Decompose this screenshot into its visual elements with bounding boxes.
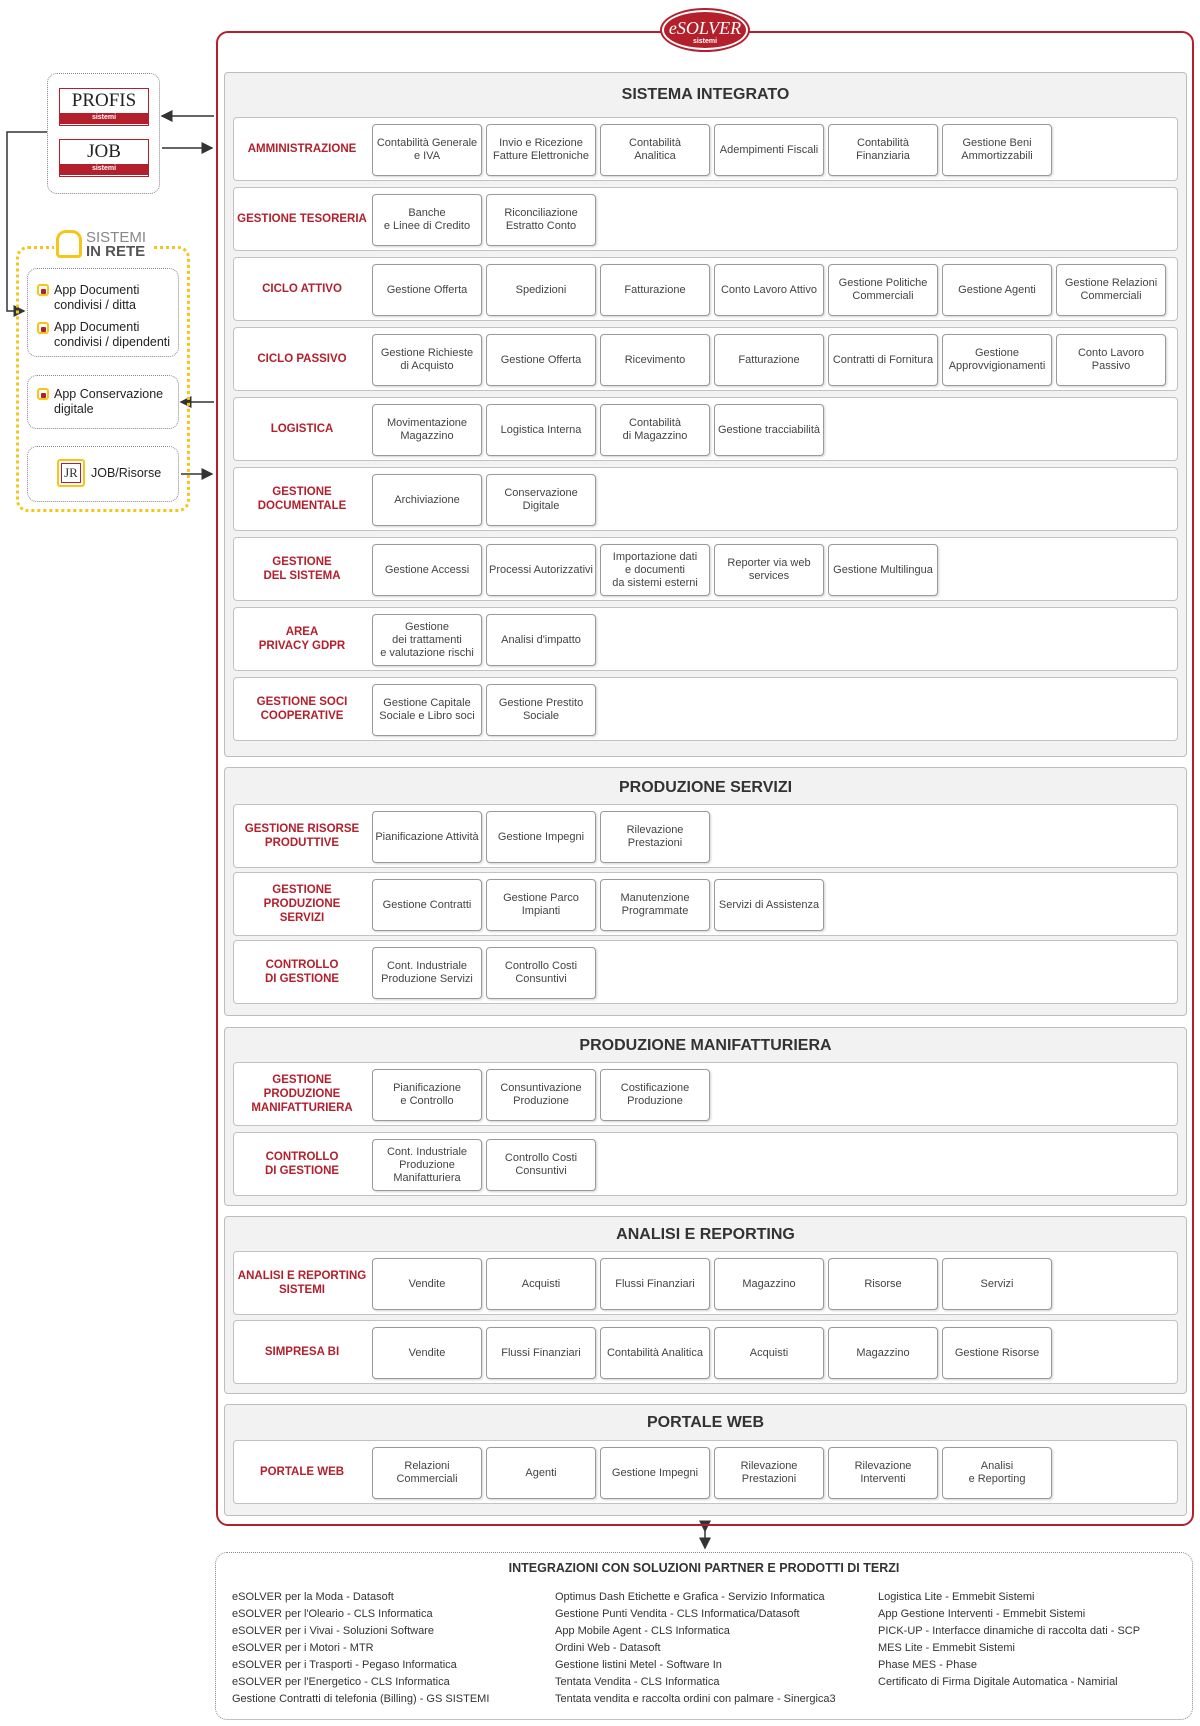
module-box[interactable]: Conservazione Digitale — [486, 474, 596, 526]
app-icon — [37, 284, 49, 296]
module-box[interactable]: Consuntivazione Produzione — [486, 1069, 596, 1121]
module-box[interactable]: Gestione Offerta — [486, 334, 596, 386]
module-box[interactable]: Contabilità di Magazzino — [600, 404, 710, 456]
module-box[interactable]: Gestione Impegni — [600, 1447, 710, 1499]
job-risorse[interactable]: JOB/Risorse — [91, 466, 162, 480]
section-title: ANALISI E REPORTING — [616, 1226, 795, 1243]
module-box[interactable]: Rilevazione Prestazioni — [714, 1447, 824, 1499]
section-title: SISTEMA INTEGRATO — [621, 86, 790, 103]
module-box[interactable]: Movimentazione Magazzino — [372, 404, 482, 456]
module-box[interactable]: Pianificazione Attività — [372, 811, 482, 863]
section-portale-web — [224, 1404, 1187, 1516]
module-box[interactable]: Servizi — [942, 1258, 1052, 1310]
integration-item: Tentata Vendita - CLS Informatica — [555, 1676, 720, 1688]
integrations-column-3 — [878, 1589, 1140, 1691]
cloud-icon — [56, 230, 82, 258]
area-label: SIMPRESA BI — [264, 1346, 340, 1358]
module-box[interactable]: Analisi d'impatto — [486, 614, 596, 666]
module-box[interactable]: Fatturazione — [600, 264, 710, 316]
module-row — [233, 1062, 1178, 1126]
area-label: GESTIONE TESORERIA — [237, 213, 367, 225]
app-icon — [37, 388, 49, 400]
module-box[interactable]: Rilevazione Interventi — [828, 1447, 938, 1499]
integration-item: Tentata vendita e raccolta ordini con palmare - Sinergica3 — [555, 1693, 836, 1705]
integration-item: Phase MES - Phase — [878, 1659, 978, 1671]
integration-item: Logistica Lite - Emmebit Sistemi — [878, 1591, 1035, 1603]
module-row — [233, 257, 1178, 321]
module-box[interactable]: Gestione Accessi — [372, 544, 482, 596]
module-box[interactable]: Pianificazione e Controllo — [372, 1069, 482, 1121]
module-row — [233, 872, 1178, 936]
module-row — [233, 804, 1178, 868]
module-box[interactable]: Gestione Capitale Sociale e Libro soci — [372, 684, 482, 736]
integration-item: eSOLVER per la Moda - Datasoft — [232, 1591, 394, 1603]
section-analisi-e-reporting — [224, 1216, 1187, 1394]
module-box[interactable]: Gestione Offerta — [372, 264, 482, 316]
esolver-logo: eSOLVER sistemi — [662, 10, 748, 50]
module-row — [233, 397, 1178, 461]
module-box[interactable]: Vendite — [372, 1327, 482, 1379]
integrations-column-1 — [232, 1589, 489, 1708]
section-title: PRODUZIONE SERVIZI — [618, 779, 793, 796]
module-box[interactable]: Conto Lavoro Passivo — [1056, 334, 1166, 386]
module-box[interactable]: Contabilità Analitica — [600, 1327, 710, 1379]
module-box[interactable]: Gestione Agenti — [942, 264, 1052, 316]
integrations-title: INTEGRAZIONI CON SOLUZIONI PARTNER E PRODOTTI DI TERZI — [508, 1561, 900, 1575]
module-row — [233, 187, 1178, 251]
area-label: CICLO PASSIVO — [257, 353, 347, 365]
module-box[interactable]: Riconciliazione Estratto Conto — [486, 194, 596, 246]
module-box[interactable]: Contabilità Generale e IVA — [372, 124, 482, 176]
module-box[interactable]: Gestione Impegni — [486, 811, 596, 863]
module-row — [233, 1320, 1178, 1384]
module-box[interactable]: Manutenzione Programmate — [600, 879, 710, 931]
module-box[interactable]: Costificazione Produzione — [600, 1069, 710, 1121]
module-box[interactable]: Vendite — [372, 1258, 482, 1310]
module-row — [233, 1132, 1178, 1196]
module-box[interactable]: Conto Lavoro Attivo — [714, 264, 824, 316]
integration-item: MES Lite - Emmebit Sistemi — [878, 1642, 1015, 1654]
area-label: GESTIONE DOCUMENTALE — [257, 486, 347, 512]
module-box[interactable]: Relazioni Commerciali — [372, 1447, 482, 1499]
app-icon — [37, 322, 49, 334]
module-box[interactable]: Gestione Approvvigionamenti — [942, 334, 1052, 386]
module-box[interactable]: Contratti di Fornitura — [828, 334, 938, 386]
area-label: GESTIONE DEL SISTEMA — [263, 556, 341, 582]
module-box[interactable]: Reporter via web services — [714, 544, 824, 596]
module-box[interactable]: Gestione Multilingua — [828, 544, 938, 596]
integration-item: eSOLVER per l'Oleario - CLS Informatica — [232, 1608, 433, 1620]
section-sistema-integrato — [224, 72, 1187, 757]
module-box[interactable]: Servizi di Assistenza — [714, 879, 824, 931]
integration-item: Ordini Web - Datasoft — [555, 1642, 661, 1654]
module-box[interactable]: Gestione Beni Ammortizzabili — [942, 124, 1052, 176]
app-documenti-dipendenti[interactable]: App Documenti condivisi / dipendenti — [54, 320, 171, 349]
module-row — [233, 677, 1178, 741]
module-box[interactable]: Cont. Industriale Produzione Manifatturiera — [372, 1139, 482, 1191]
module-row — [233, 940, 1178, 1004]
module-box[interactable]: Processi Autorizzativi — [486, 544, 596, 596]
module-row — [233, 467, 1178, 531]
module-box[interactable]: Gestione Parco Impianti — [486, 879, 596, 931]
module-row — [233, 1251, 1178, 1315]
section-title: PRODUZIONE MANIFATTURIERA — [579, 1037, 832, 1054]
area-label: AMMINISTRAZIONE — [247, 143, 357, 155]
section-title: PORTALE WEB — [646, 1414, 765, 1431]
integration-item: eSOLVER per i Motori - MTR — [232, 1642, 374, 1654]
area-label: GESTIONE PRODUZIONE SERVIZI — [263, 884, 341, 924]
integration-item: App Mobile Agent - CLS Informatica — [555, 1625, 730, 1637]
job-logo: JOB sistemi — [59, 139, 149, 177]
module-box[interactable]: Rilevazione Prestazioni — [600, 811, 710, 863]
module-box[interactable]: Agenti — [486, 1447, 596, 1499]
area-label: CICLO ATTIVO — [262, 283, 342, 295]
integrations-box — [215, 1552, 1193, 1720]
module-box[interactable]: Controllo Costi Consuntivi — [486, 947, 596, 999]
module-row — [233, 327, 1178, 391]
module-box[interactable]: Fatturazione — [714, 334, 824, 386]
module-box[interactable]: Spedizioni — [486, 264, 596, 316]
module-box[interactable]: Acquisti — [714, 1327, 824, 1379]
module-row — [233, 1440, 1178, 1504]
module-box[interactable]: Cont. Industriale Produzione Servizi — [372, 947, 482, 999]
section-produzione-servizi — [224, 767, 1187, 1016]
module-box[interactable]: Gestione Prestito Sociale — [486, 684, 596, 736]
module-box[interactable]: Gestione Risorse — [942, 1327, 1052, 1379]
module-box[interactable]: Magazzino — [714, 1258, 824, 1310]
module-box[interactable]: Invio e Ricezione Fatture Elettroniche — [486, 124, 596, 176]
module-box[interactable]: Gestione Richieste di Acquisto — [372, 334, 482, 386]
module-box[interactable]: Logistica Interna — [486, 404, 596, 456]
area-label: PORTALE WEB — [259, 1466, 345, 1478]
module-box[interactable]: Gestione tracciabilità — [714, 404, 824, 456]
integration-item: eSOLVER per i Vivai - Soluzioni Software — [232, 1625, 434, 1637]
module-box[interactable]: Flussi Finanziari — [600, 1258, 710, 1310]
module-box[interactable]: Contabilità Finanziaria — [828, 124, 938, 176]
integration-item: Gestione Punti Vendita - CLS Informatica/Datasoft — [555, 1608, 800, 1620]
module-box[interactable]: Banche e Linee di Credito — [372, 194, 482, 246]
module-row — [233, 607, 1178, 671]
area-label: GESTIONE SOCI COOPERATIVE — [256, 696, 348, 722]
module-box[interactable]: Risorse — [828, 1258, 938, 1310]
module-row — [233, 537, 1178, 601]
area-label: CONTROLLO DI GESTIONE — [264, 959, 340, 985]
integration-item: eSOLVER per i Trasporti - Pegaso Informatica — [232, 1659, 457, 1671]
area-label: CONTROLLO DI GESTIONE — [264, 1151, 340, 1177]
app-documenti-ditta[interactable]: App Documenti condivisi / ditta — [54, 283, 140, 312]
integrations-column-2 — [555, 1589, 836, 1708]
module-box[interactable]: Gestione Relazioni Commerciali — [1056, 264, 1166, 316]
area-label: LOGISTICA — [270, 423, 334, 435]
module-box[interactable]: Gestione Politiche Commerciali — [828, 264, 938, 316]
integration-item: PICK-UP - Interfacce dinamiche di raccolta dati - SCP — [878, 1625, 1141, 1637]
area-label: GESTIONE RISORSE PRODUTTIVE — [244, 823, 360, 849]
integration-item: Certificato di Firma Digitale Automatica - Namirial — [878, 1676, 1118, 1688]
integration-item: Gestione Contratti di telefonia (Billing) - GS SISTEMI — [232, 1693, 490, 1705]
area-label: GESTIONE PRODUZIONE MANIFATTURIERA — [251, 1074, 353, 1114]
module-box[interactable]: Archiviazione — [372, 474, 482, 526]
module-box[interactable]: Adempimenti Fiscali — [714, 124, 824, 176]
module-box[interactable]: Importazione dati e documenti da sistemi esterni — [600, 544, 710, 596]
module-box[interactable]: Gestione dei trattamenti e valutazione rischi — [372, 614, 482, 666]
integration-item: App Gestione Interventi - Emmebit Sistemi — [878, 1608, 1086, 1620]
area-label: AREA PRIVACY GDPR — [258, 626, 346, 652]
integration-item: Optimus Dash Etichette e Grafica - Servizio Informatica — [555, 1591, 825, 1603]
jr-icon: JR — [57, 459, 85, 487]
module-box[interactable]: Acquisti — [486, 1258, 596, 1310]
module-box[interactable]: Ricevimento — [600, 334, 710, 386]
integration-item: Gestione listini Metel - Software In — [555, 1659, 722, 1671]
module-box[interactable]: Flussi Finanziari — [486, 1327, 596, 1379]
profis-logo: PROFIS sistemi — [59, 88, 149, 126]
integration-item: eSOLVER per l'Energetico - CLS Informatica — [232, 1676, 450, 1688]
module-box[interactable]: Contabilità Analitica — [600, 124, 710, 176]
sistemi-in-rete-logo: SISTEMI IN RETE — [54, 228, 154, 262]
area-label: ANALISI E REPORTING SISTEMI — [237, 1270, 367, 1296]
module-box[interactable]: Analisi e Reporting — [942, 1447, 1052, 1499]
module-box[interactable]: Gestione Contratti — [372, 879, 482, 931]
module-row — [233, 117, 1178, 181]
section-produzione-manifatturiera — [224, 1027, 1187, 1206]
module-box[interactable]: Controllo Costi Consuntivi — [486, 1139, 596, 1191]
module-box[interactable]: Magazzino — [828, 1327, 938, 1379]
app-conservazione-digitale[interactable]: App Conservazione digitale — [54, 387, 164, 416]
